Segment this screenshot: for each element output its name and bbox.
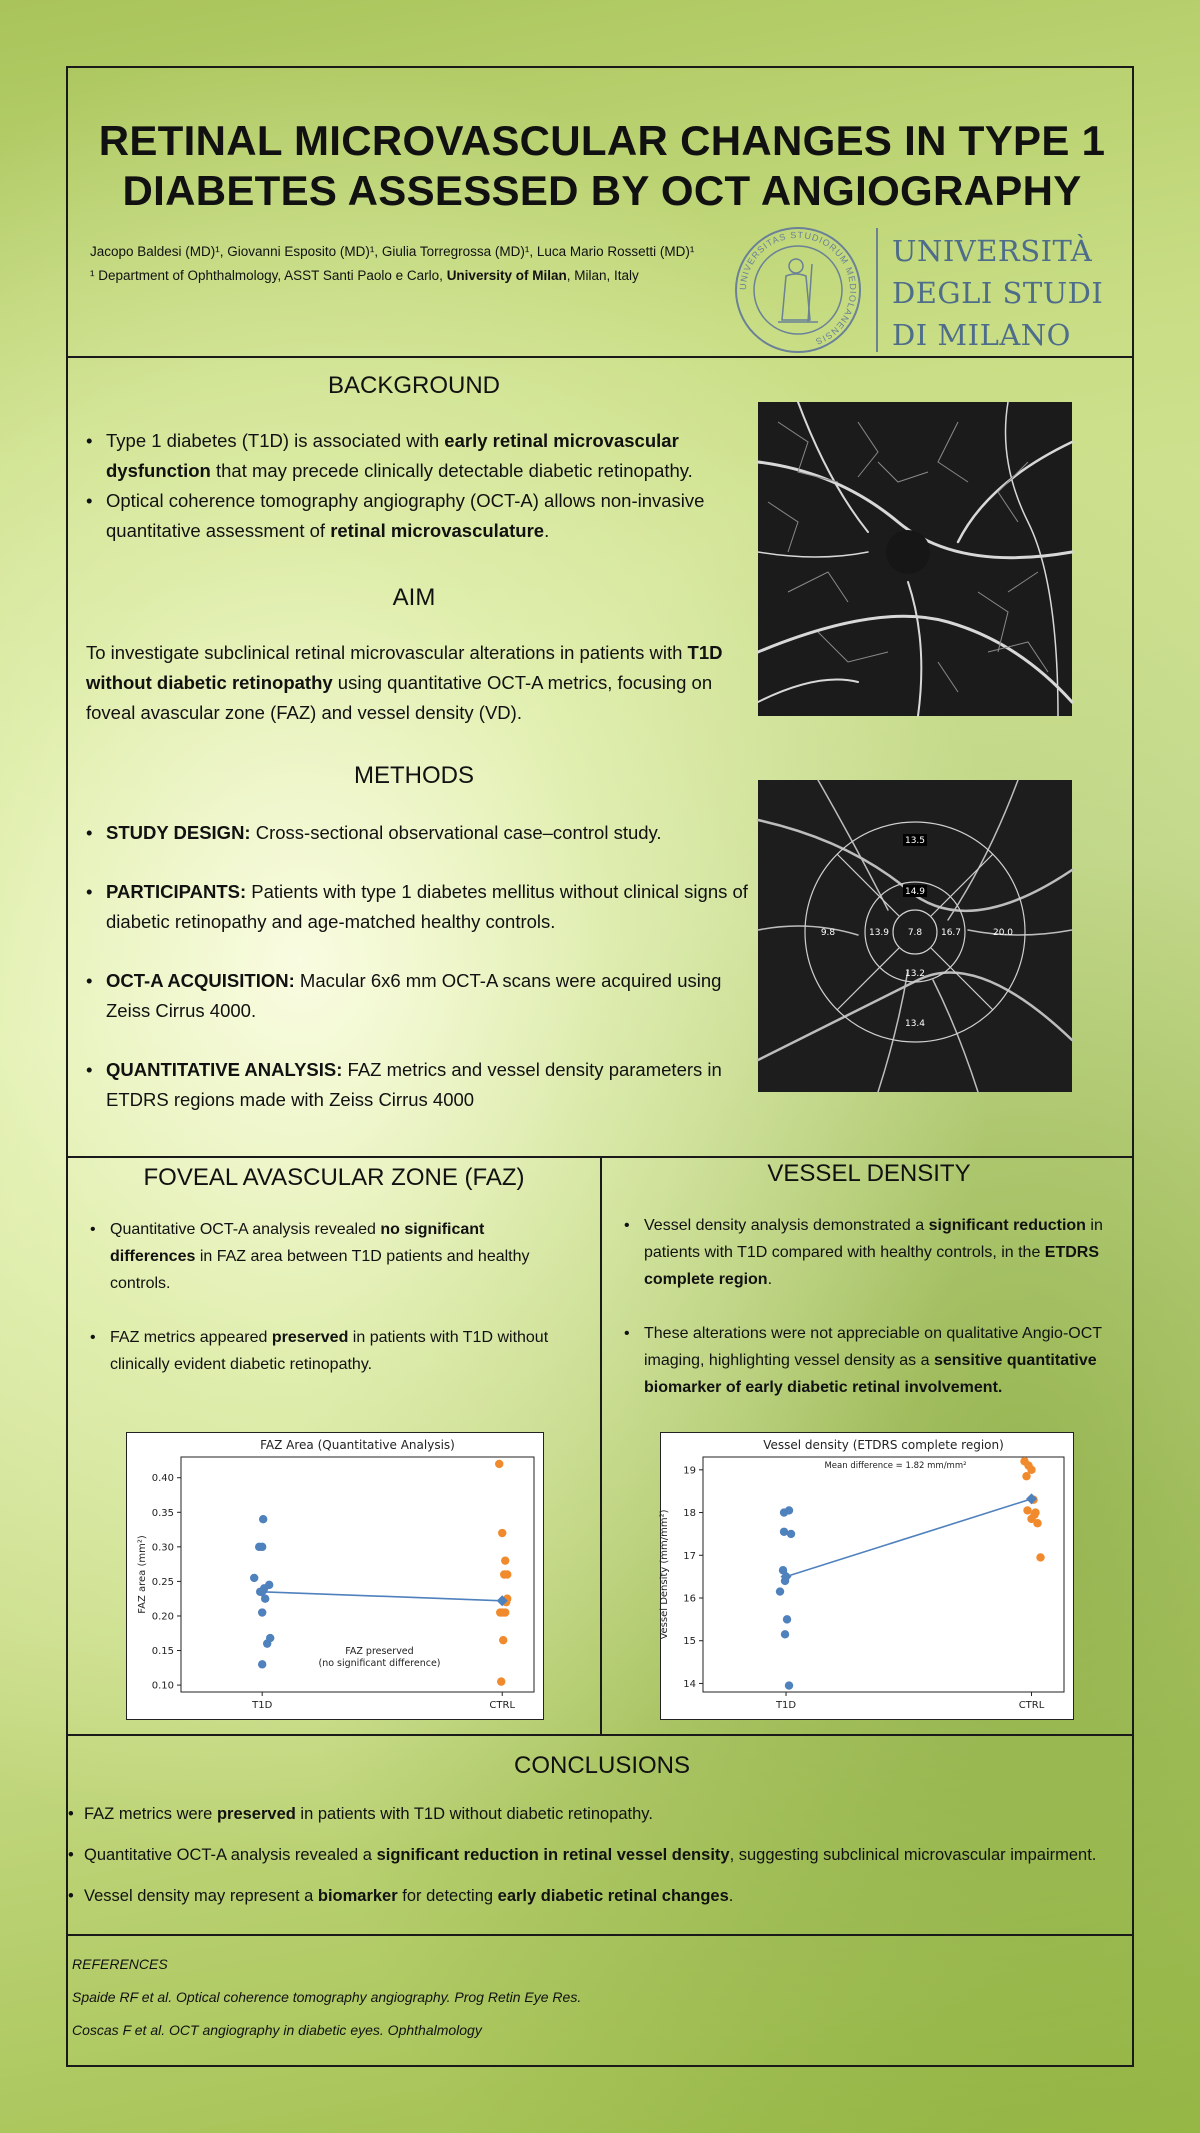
etdrs-outer-top: 13.5 (904, 836, 926, 846)
y-axis-label: FAZ area (mm²) (137, 1535, 148, 1614)
text: FAZ metrics were (84, 1805, 217, 1823)
text: . (544, 520, 550, 541)
data-point (1036, 1553, 1044, 1561)
faz-chart-svg (127, 1433, 542, 1718)
text-bold: significant reduction in retinal vessel density (376, 1846, 730, 1864)
divider (68, 1734, 1132, 1736)
list-item (86, 818, 766, 848)
column-divider (600, 1156, 602, 1734)
vessel-density-chart-svg (661, 1433, 1072, 1718)
text-bold: biomarker (317, 1887, 398, 1905)
vessel-density-chart (660, 1432, 1074, 1720)
text: Quantitative OCT-A analysis revealed a (84, 1846, 377, 1864)
affiliation-university: University of Milan (446, 268, 567, 283)
data-point (250, 1574, 258, 1582)
data-point (497, 1677, 505, 1685)
chart-annotation: Mean difference = 1.82 mm/mm² (824, 1461, 967, 1471)
data-point (783, 1615, 791, 1623)
data-point (787, 1530, 795, 1538)
reference-item: Spaide RF et al. Optical coherence tomography angiography. Prog Retin Eye Res. (72, 1989, 582, 2005)
svg-text:UNIVERSITAS STUDIORUM MEDIOLAN (738, 230, 858, 347)
text-bold: significant reduction (928, 1217, 1086, 1234)
university-logo (728, 224, 1128, 354)
y-tick-label: 19 (683, 1465, 696, 1477)
vessel-density-title: VESSEL DENSITY (767, 1160, 971, 1187)
affiliation-text: ¹ Department of Ophthalmology, ASST Santi Paolo e Carlo, (90, 268, 447, 283)
text-bold: preserved (216, 1805, 296, 1823)
etdrs-inner-top: 14.9 (904, 887, 926, 897)
text: in FAZ area between T1D patients and healthy controls. (110, 1248, 530, 1292)
references-heading: REFERENCES (72, 1956, 168, 1972)
text: in patients with T1D compared with healthy controls, in the (644, 1217, 1103, 1261)
x-tick-label: CTRL (489, 1700, 516, 1711)
text: . (767, 1271, 773, 1288)
item-text: FAZ metrics and vessel density parameters in ETDRS regions made with Zeiss Cirrus 4000 (106, 1059, 722, 1110)
data-point (266, 1634, 274, 1642)
item-label: PARTICIPANTS: (106, 881, 247, 902)
methods-list (86, 818, 766, 1144)
text: Quantitative OCT-A analysis revealed (110, 1221, 381, 1238)
retina-vessels-icon (758, 402, 1072, 716)
data-point (258, 1660, 266, 1668)
etdrs-outer-bottom: 13.4 (904, 1019, 926, 1029)
list-item (90, 1324, 560, 1378)
data-point (776, 1587, 784, 1595)
text-bold: sensitive quantitative biomarker of early diabetic retinal involvement. (644, 1352, 1097, 1396)
background-list (86, 426, 756, 546)
data-point (265, 1581, 273, 1589)
logo-divider (876, 228, 878, 352)
y-tick-label: 16 (683, 1593, 696, 1605)
data-point (499, 1636, 507, 1644)
text-bold: preserved (271, 1329, 349, 1346)
text-bold: early diabetic retinal changes (497, 1887, 729, 1905)
aim-title: AIM (392, 584, 436, 611)
text: FAZ metrics appeared (110, 1329, 272, 1346)
aim-text (86, 638, 756, 728)
etdrs-inner-left: 13.9 (868, 928, 890, 938)
references (72, 1956, 581, 2055)
text: To investigate subclinical retinal microvascular alterations in patients with (86, 642, 688, 663)
item-label: OCT-A ACQUISITION: (106, 970, 295, 991)
y-tick-label: 0.35 (151, 1507, 174, 1519)
text-bold: retinal microvasculature (330, 520, 545, 541)
faz-list (90, 1216, 560, 1405)
item-text: Macular 6x6 mm OCT-A scans were acquired using Zeiss Cirrus 4000. (106, 970, 722, 1021)
text-bold: T1D without diabetic retinopathy (86, 642, 723, 693)
y-tick-label: 0.30 (151, 1542, 174, 1554)
data-point (1030, 1510, 1038, 1518)
list-item (86, 426, 756, 486)
y-tick-label: 0.40 (151, 1473, 174, 1485)
list-item (624, 1212, 1124, 1293)
data-point (785, 1506, 793, 1514)
text: that may precede clinically detectable diabetic retinopathy. (210, 460, 693, 481)
y-tick-label: 0.20 (151, 1611, 174, 1623)
chart-title: Vessel density (ETDRS complete region) (763, 1438, 1004, 1452)
plot-area (703, 1457, 1064, 1692)
list-item (86, 877, 766, 937)
mean-line (786, 1499, 1031, 1577)
data-point (781, 1630, 789, 1638)
text: Vessel density analysis demonstrated a (644, 1217, 929, 1234)
data-point (501, 1556, 509, 1564)
text: . (728, 1887, 734, 1905)
background-title: BACKGROUND (327, 372, 501, 399)
item-text: Patients with type 1 diabetes mellitus without clinical signs of diabetic retinopathy and age-matched healthy controls. (106, 881, 748, 932)
chart-title: FAZ Area (Quantitative Analysis) (260, 1438, 455, 1452)
y-axis-label: Vessel Density (mm/mm²) (659, 1509, 670, 1640)
text-bold: early retinal microvascular dysfunction (106, 430, 679, 481)
list-item (86, 966, 766, 1026)
list-item (624, 1320, 1124, 1401)
y-tick-label: 0.25 (151, 1576, 174, 1588)
data-point (258, 1608, 266, 1616)
y-tick-label: 15 (683, 1636, 696, 1648)
text-bold: ETDRS complete region (644, 1244, 1100, 1288)
item-label: QUANTITATIVE ANALYSIS: (106, 1059, 343, 1080)
text: Type 1 diabetes (T1D) is associated with (106, 430, 445, 451)
affiliation (90, 268, 639, 283)
data-point (259, 1515, 267, 1523)
etdrs-outer-left: 9.8 (820, 928, 836, 938)
list-item (90, 1216, 560, 1297)
chart-annotation: (no significant difference) (318, 1657, 441, 1669)
data-point (498, 1529, 506, 1537)
list-item (86, 486, 756, 546)
y-tick-label: 18 (683, 1508, 696, 1520)
x-tick-label: T1D (775, 1700, 797, 1711)
logo-line-3: DI MILANO (892, 318, 1071, 352)
text: using quantitative OCT-A metrics, focusing on foveal avascular zone (FAZ) and vessel density (VD). (86, 672, 713, 723)
y-tick-label: 0.15 (151, 1646, 174, 1658)
vessel-density-list (624, 1212, 1124, 1428)
poster-title (68, 116, 1136, 216)
etdrs-outer-right: 20.0 (992, 928, 1014, 938)
y-tick-label: 14 (683, 1678, 696, 1690)
text: Vessel density may represent a (84, 1887, 318, 1905)
text: These alterations were not appreciable on qualitative Angio-OCT imaging, highlighting vessel density as a (644, 1325, 1102, 1369)
text: , suggesting subclinical microvascular impairment. (729, 1846, 1097, 1864)
text: Optical coherence tomography angiography (OCT-A) allows non-invasive quantitative assessment of (106, 490, 705, 541)
text-bold: no significant differences (110, 1221, 485, 1265)
item-label: STUDY DESIGN: (106, 822, 251, 843)
data-point (501, 1608, 509, 1616)
data-point (1027, 1466, 1035, 1474)
list-item (68, 1804, 1136, 1824)
title-line-1: RETINAL MICROVASCULAR CHANGES IN TYPE 1 (98, 117, 1106, 164)
etdrs-inner-right: 16.7 (940, 928, 962, 938)
chart-annotation: FAZ preserved (345, 1645, 414, 1657)
seal-text: UNIVERSITAS STUDIORUM MEDIOLANENSIS (737, 229, 859, 347)
university-seal-icon (728, 224, 868, 354)
data-point (1033, 1519, 1041, 1527)
x-tick-label: CTRL (1018, 1700, 1045, 1711)
item-text: Cross-sectional observational case–control study. (250, 822, 662, 843)
faz-chart (126, 1432, 544, 1720)
conclusions-list (68, 1804, 1136, 1927)
data-point (258, 1543, 266, 1551)
list-item (68, 1845, 1136, 1865)
list-item (86, 1055, 766, 1115)
etdrs-center: 7.8 (907, 928, 923, 938)
x-tick-label: T1D (252, 1700, 273, 1711)
oct-angiography-image-1 (758, 402, 1072, 716)
y-tick-label: 0.10 (151, 1680, 174, 1692)
logo-line-1: UNIVERSITÀ (892, 234, 1093, 268)
authors: Jacopo Baldesi (MD)¹, Giovanni Esposito (MD)¹, Giulia Torregrossa (MD)¹, Luca Mario Rossetti (MD)¹ (90, 244, 695, 259)
data-point (503, 1570, 511, 1578)
list-item (68, 1886, 1136, 1906)
reference-item: Coscas F et al. OCT angiography in diabetic eyes. Ophthalmology (72, 2022, 482, 2038)
oct-etdrs-image (758, 780, 1072, 1092)
poster-frame (66, 66, 1134, 2067)
text: in patients with T1D without clinically evident diabetic retinopathy. (110, 1329, 549, 1373)
text: in patients with T1D without diabetic retinopathy. (295, 1805, 653, 1823)
y-tick-label: 17 (683, 1550, 696, 1562)
mean-line (262, 1592, 502, 1601)
title-line-2: DIABETES ASSESSED BY OCT ANGIOGRAPHY (122, 167, 1082, 214)
faz-title: FOVEAL AVASCULAR ZONE (FAZ) (143, 1164, 525, 1191)
logo-line-2: DEGLI STUDI (892, 276, 1104, 310)
data-point (1023, 1506, 1031, 1514)
etdrs-grid-icon (758, 780, 1072, 1092)
data-point (495, 1460, 503, 1468)
conclusions-title: CONCLUSIONS (513, 1752, 691, 1779)
divider (68, 356, 1132, 358)
divider (68, 1934, 1132, 1936)
affiliation-city: , Milan, Italy (566, 268, 639, 283)
text: for detecting (397, 1887, 498, 1905)
methods-title: METHODS (354, 762, 474, 789)
etdrs-inner-bottom: 13.2 (904, 969, 926, 979)
data-point (785, 1681, 793, 1689)
